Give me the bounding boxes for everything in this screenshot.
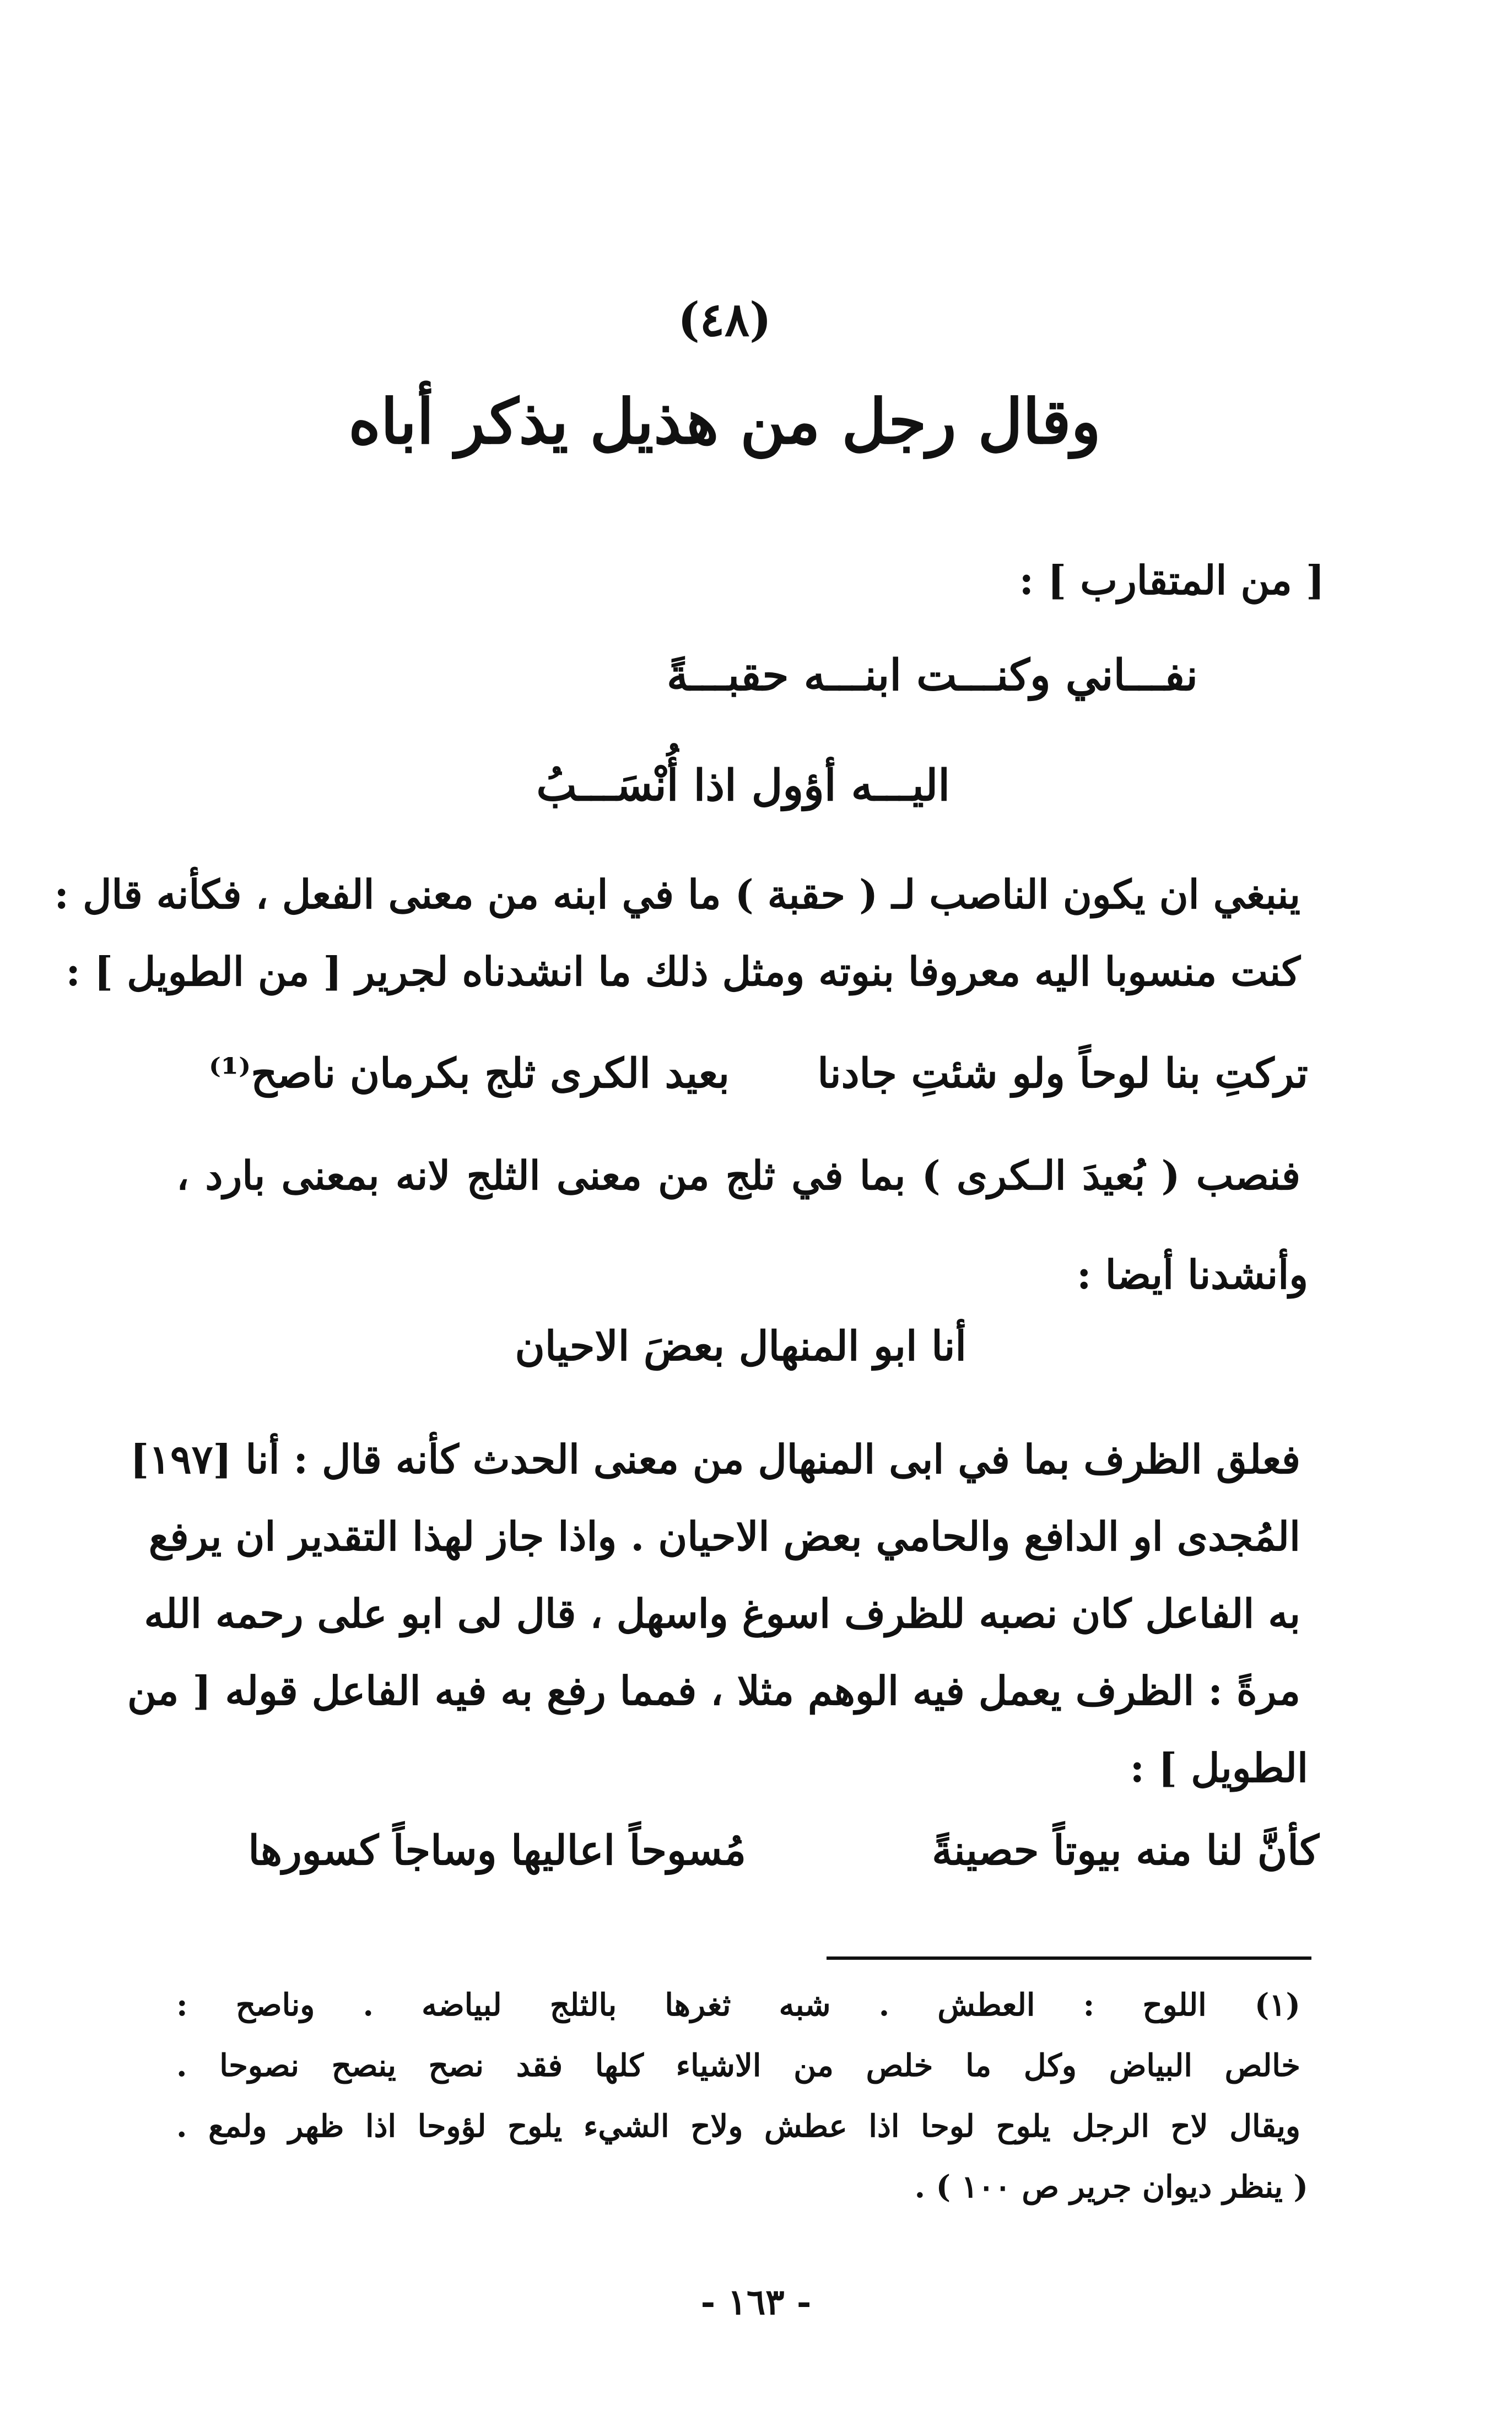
prose-line: فعلق الظرف بما في ابى المنهال من معنى الحدث كأنه قال : أنا [١٩٧]: [130, 1436, 1300, 1483]
prose-line: به الفاعل كان نصبه للظرف اسوغ واسهل ، قال لى ابو على رحمه الله: [144, 1590, 1300, 1637]
prose-line: كنت منسوبا اليه معروفا بنوته ومثل ذلك ما انشدناه لجرير [ من الطويل ] :: [66, 948, 1300, 995]
verse-2-hemistich-b: بعيد الكرى ثلج بكرمان ناصح⁽¹⁾: [208, 1050, 730, 1097]
footnote-line: خالص البياض وكل ما خلص من الاشياء كلها فقد نصح ينصح نصوحا .: [176, 2047, 1300, 2084]
poem-title: وقال رجل من هذيل يذكر أباه: [348, 386, 1101, 458]
footnote-divider: [827, 1956, 1311, 1960]
footnote-line: (١) اللوح : العطش . شبه ثغرها بالثلج لبياضه . وناصح :: [176, 1987, 1300, 2023]
footnote-line: ( ينظر ديوان جرير ص ١٠٠ ) .: [914, 2169, 1308, 2205]
verse-4-hemistich-b: مُسوحاً اعاليها وساجاً كسورها: [248, 1827, 746, 1874]
meter-note: [ من المتقارب ] :: [1019, 557, 1325, 603]
verse-3: أنا ابو المنهال بعضَ الاحيان: [515, 1323, 966, 1370]
poem-number: (٤٨): [678, 292, 771, 347]
verse-1-line-1: نفـــاني وكنـــت ابنـــه حقبـــةً: [666, 650, 1198, 700]
prose-line: مرةً : الظرف يعمل فيه الوهم مثلا ، فمما رفع به فيه الفاعل قوله [ من: [127, 1667, 1300, 1714]
prose-line: وأنشدنا أيضا :: [1077, 1251, 1308, 1298]
prose-line: الطويل ] :: [1130, 1744, 1308, 1791]
prose-line: فنصب ( بُعيدَ الـكرى ) بما في ثلج من معنى الثلج لانه بمعنى بارد ،: [176, 1152, 1300, 1199]
page-number: - ١٦٣ -: [700, 2282, 812, 2323]
footnote-line: ويقال لاح الرجل يلوح لوحا اذا عطش ولاح الشيء يلوح لؤوحا اذا ظهر ولمع .: [176, 2108, 1300, 2144]
verse-2-hemistich-a: تركتِ بنا لوحاً ولو شئتِ جادنا: [817, 1050, 1308, 1097]
prose-line: المُجدى او الدافع والحامي بعض الاحيان . واذا جاز لهذا التقدير ان يرفع: [148, 1513, 1300, 1560]
prose-line: ينبغي ان يكون الناصب لـ ( حقبة ) ما في ابنه من معنى الفعل ، فكأنه قال :: [54, 871, 1300, 918]
verse-4-hemistich-a: كأنَّ لنا منه بيوتاً حصينةً: [932, 1827, 1319, 1874]
verse-1-line-2: اليـــه أؤول اذا أُنْسَـــبُ: [536, 761, 950, 811]
